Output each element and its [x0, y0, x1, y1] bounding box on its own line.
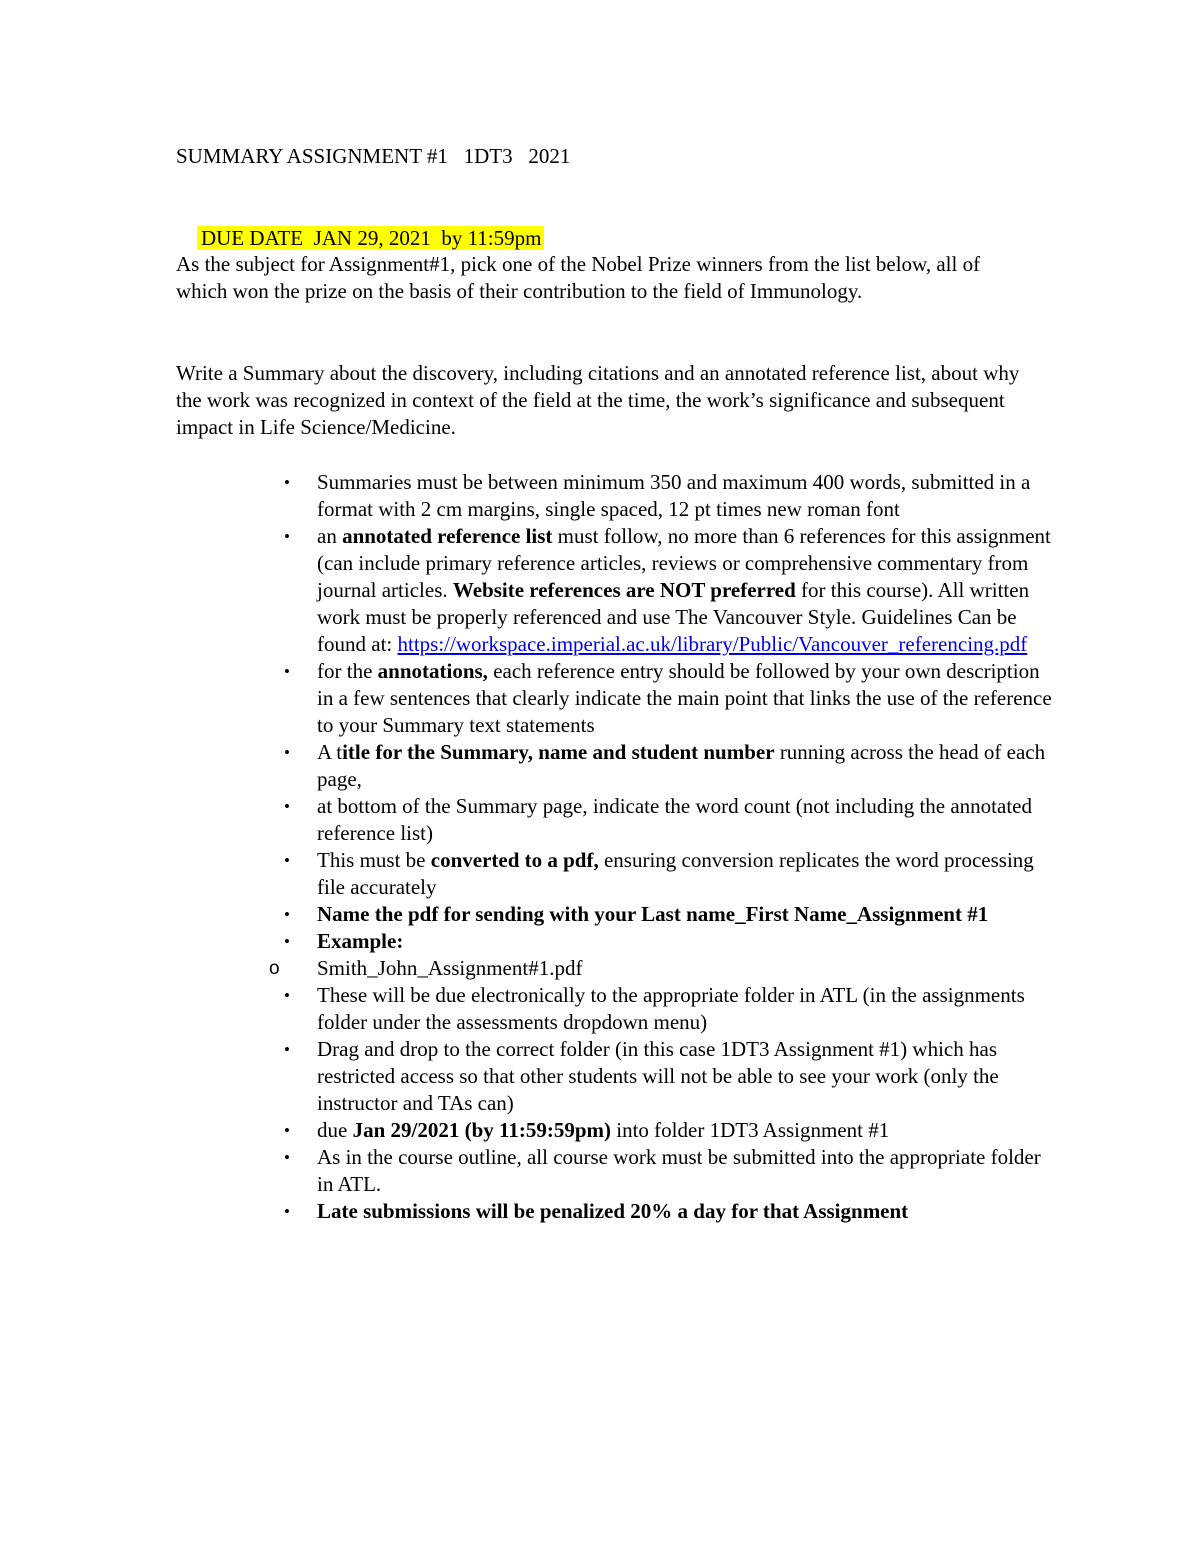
bullet-icon: •	[284, 527, 290, 546]
list-item-references: • an annotated reference list must follow, no more than 6 references for this assignment (can include primary reference articles, reviews or comprehensive commentary from journal articles. Website references are NOT preferred for this course). All written work must be properly referenced and use The Vancouver Style. Guidelines Can be found at: https://workspace.imperial.ac.uk/library/Public/Vancouver_referencing.pdf	[284, 524, 1051, 656]
list-item-course-outline: • As in the course outline, all course work must be submitted into the appropriate folder in ATL.	[284, 1145, 1041, 1196]
bullet-icon: •	[284, 932, 290, 951]
bullet-icon: •	[284, 797, 290, 816]
list-item-drag-drop: • Drag and drop to the correct folder (in this case 1DT3 Assignment #1) which has restricted access so that other students will not be able to see your work (only the instructor and TAs can)	[284, 1037, 999, 1115]
bullet-icon: •	[284, 1040, 290, 1059]
list-item-page-header: • A title for the Summary, name and student number running across the head of each page,	[284, 740, 1046, 791]
requirements-list	[0, 469, 1060, 1225]
vancouver-guide-link[interactable]: https://workspace.imperial.ac.uk/library/Public/Vancouver_referencing.pdf	[397, 632, 1028, 656]
list-item-pdf-conversion: • This must be converted to a pdf, ensuring conversion replicates the word processing file accurately	[284, 848, 1034, 899]
instructions-paragraph: Write a Summary about the discovery, including citations and an annotated reference list, about why the work was recognized in context of the field at the time, the work’s significance and subsequent impact in Life Science/Medicine.	[176, 361, 1020, 439]
bullet-icon: •	[284, 905, 290, 924]
bullet-icon: •	[284, 1202, 290, 1221]
bullet-icon: •	[284, 986, 290, 1005]
example-filename: o Smith_John_Assignment#1.pdf	[269, 956, 583, 980]
bullet-icon: •	[284, 743, 290, 762]
bullet-icon: •	[284, 473, 290, 492]
bullet-icon: •	[284, 851, 290, 870]
list-item-annotations: • for the annotations, each reference entry should be followed by your own description in a few sentences that clearly indicate the main point that links the use of the reference to your Summary text statements	[284, 659, 1052, 737]
list-item-example: • Example: o Smith_John_Assignment#1.pdf	[0, 928, 1060, 982]
list-item-word-count: • at bottom of the Summary page, indicate the word count (not including the annotated reference list)	[284, 794, 1032, 845]
due-date-highlight: DUE DATE JAN 29, 2021 by 11:59pm	[197, 226, 544, 250]
list-item-length: • Summaries must be between minimum 350 and maximum 400 words, submitted in a format with 2 cm margins, single spaced, 12 pt times new roman font	[284, 470, 1031, 521]
list-item-deadline: • due Jan 29/2021 (by 11:59:59pm) into folder 1DT3 Assignment #1	[284, 1118, 890, 1142]
sub-bullet-icon: o	[269, 958, 280, 979]
bullet-icon: •	[284, 662, 290, 681]
bullet-icon: •	[284, 1121, 290, 1140]
document-title: SUMMARY ASSIGNMENT #1 1DT3 2021	[176, 144, 571, 168]
list-item-late-penalty: • Late submissions will be penalized 20% a day for that Assignment	[284, 1199, 909, 1223]
bullet-icon: •	[284, 1148, 290, 1167]
list-item-file-naming: • Name the pdf for sending with your Last name_First Name_Assignment #1	[284, 902, 989, 926]
intro-paragraph: As the subject for Assignment#1, pick one of the Nobel Prize winners from the list below, all of which won the prize on the basis of their contribution to the field of Immunology.	[176, 252, 981, 303]
example-sublist	[269, 955, 1060, 982]
list-item-due-electronically: • These will be due electronically to the appropriate folder in ATL (in the assignments folder under the assessments dropdown menu)	[284, 983, 1025, 1034]
